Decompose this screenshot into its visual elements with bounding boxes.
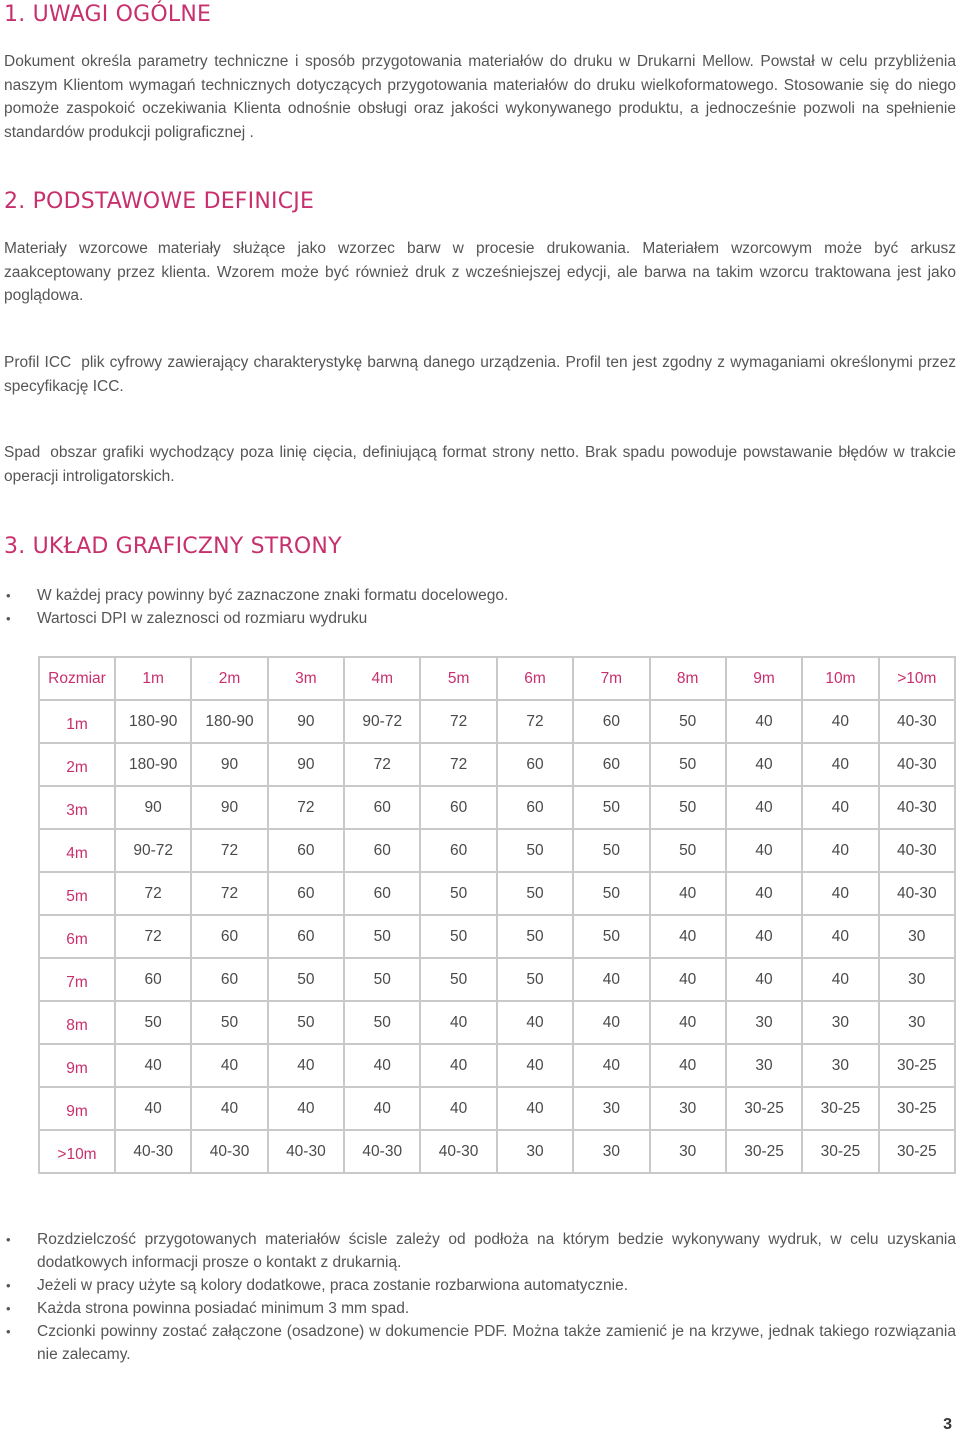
row-header: 1m <box>39 700 115 743</box>
table-cell: 40 <box>650 915 726 958</box>
table-cell: 40 <box>726 829 802 872</box>
table-cell: 50 <box>650 743 726 786</box>
table-cell: 60 <box>191 915 267 958</box>
column-header: 3m <box>268 657 344 700</box>
row-header: 9m <box>39 1044 115 1087</box>
table-cell: 60 <box>268 829 344 872</box>
list-item <box>4 1274 956 1297</box>
table-header-row <box>39 657 955 700</box>
table-cell: 40 <box>726 700 802 743</box>
table-cell: 40 <box>420 1044 496 1087</box>
table-cell: 50 <box>573 915 649 958</box>
table-cell: 90 <box>191 743 267 786</box>
table-cell: 50 <box>497 829 573 872</box>
table-cell: 60 <box>573 700 649 743</box>
table-cell: 50 <box>420 915 496 958</box>
table-cell: 30 <box>650 1087 726 1130</box>
table-cell: 60 <box>497 786 573 829</box>
definition-text: plik cyfrowy zawierający charakterystykę barwną danego urządzenia. Profil ten jest zgodny z wymaganiami określonymi przez specyfikację ICC. <box>4 354 956 395</box>
table-row <box>39 872 955 915</box>
definition-materialy-wzorcowe <box>4 237 956 308</box>
table-cell: 40 <box>802 872 878 915</box>
table-cell: 50 <box>344 958 420 1001</box>
list-item-text: W każdej pracy powinny być zaznaczone znaki formatu docelowego. <box>37 587 509 604</box>
table-cell: 40 <box>268 1087 344 1130</box>
table-cell: 40-30 <box>879 872 955 915</box>
table-cell: 40-30 <box>420 1130 496 1173</box>
table-cell: 30 <box>573 1130 649 1173</box>
row-header: 2m <box>39 743 115 786</box>
table-cell: 30-25 <box>802 1087 878 1130</box>
requirements-list <box>4 584 956 630</box>
table-cell: 30 <box>879 958 955 1001</box>
table-cell: 72 <box>344 743 420 786</box>
table-row <box>39 786 955 829</box>
table-cell: 40 <box>726 872 802 915</box>
definition-term: Profil ICC <box>4 354 72 371</box>
table-cell: 40 <box>497 1001 573 1044</box>
table-cell: 72 <box>115 915 191 958</box>
list-item <box>4 1320 956 1366</box>
table-row <box>39 915 955 958</box>
bullet-icon: • <box>6 588 11 603</box>
table-cell: 90 <box>115 786 191 829</box>
dpi-table <box>38 656 956 1174</box>
table-cell: 30 <box>726 1044 802 1087</box>
table-cell: 30 <box>573 1087 649 1130</box>
table-cell: 40 <box>573 1001 649 1044</box>
list-item-text: Czcionki powinny zostać załączone (osadzone) w dokumencie PDF. Można także zamienić je na krzywe, jednak takiego rozwiązania nie zalecamy. <box>37 1323 956 1363</box>
table-cell: 180-90 <box>115 743 191 786</box>
table-cell: 180-90 <box>115 700 191 743</box>
table-cell: 60 <box>344 872 420 915</box>
table-cell: 60 <box>344 829 420 872</box>
definition-spad <box>4 441 956 488</box>
table-cell: 72 <box>191 829 267 872</box>
row-header: 4m <box>39 829 115 872</box>
table-cell: 40 <box>115 1044 191 1087</box>
table-cell: 40 <box>115 1087 191 1130</box>
list-item <box>4 1228 956 1274</box>
table-cell: 50 <box>420 958 496 1001</box>
table-cell: 40 <box>802 743 878 786</box>
table-cell: 50 <box>268 958 344 1001</box>
table-row <box>39 958 955 1001</box>
table-cell: 60 <box>268 915 344 958</box>
list-item-text: Wartosci DPI w zaleznosci od rozmiaru wydruku <box>37 610 368 627</box>
table-cell: 40 <box>573 1044 649 1087</box>
table-cell: 40 <box>802 700 878 743</box>
list-item-text: Każda strona powinna posiadać minimum 3 mm spad. <box>37 1300 410 1317</box>
table-cell: 72 <box>497 700 573 743</box>
table-cell: 72 <box>420 700 496 743</box>
column-header: 6m <box>497 657 573 700</box>
section-2-heading: 2. PODSTAWOWE DEFINICJE <box>4 189 315 214</box>
section-3-heading: 3. UKŁAD GRAFICZNY STRONY <box>4 534 342 559</box>
column-header: 4m <box>344 657 420 700</box>
table-cell: 40 <box>573 958 649 1001</box>
table-cell: 90-72 <box>115 829 191 872</box>
table-row <box>39 1044 955 1087</box>
column-header: 9m <box>726 657 802 700</box>
table-cell: 40-30 <box>344 1130 420 1173</box>
table-cell: 40 <box>802 915 878 958</box>
table-cell: 30 <box>879 1001 955 1044</box>
table-cell: 30-25 <box>802 1130 878 1173</box>
column-header: 2m <box>191 657 267 700</box>
table-row <box>39 743 955 786</box>
column-header: 5m <box>420 657 496 700</box>
table-cell: 40 <box>191 1044 267 1087</box>
row-header: >10m <box>39 1130 115 1173</box>
table-cell: 30 <box>650 1130 726 1173</box>
table-cell: 40 <box>420 1087 496 1130</box>
bullet-icon: • <box>6 1301 11 1316</box>
table-cell: 30 <box>879 915 955 958</box>
row-header: 7m <box>39 958 115 1001</box>
column-header: 8m <box>650 657 726 700</box>
section-1-heading: 1. UWAGI OGÓLNE <box>4 2 212 27</box>
table-cell: 40 <box>802 786 878 829</box>
table-cell: 60 <box>573 743 649 786</box>
table-cell: 30-25 <box>879 1130 955 1173</box>
table-cell: 40 <box>497 1044 573 1087</box>
table-row <box>39 700 955 743</box>
notes-list <box>4 1228 956 1366</box>
section-1-paragraph: Dokument określa parametry techniczne i sposób przygotowania materiałów do druku w Drukarni Mellow. Powstał w celu przybliżenia naszym Klientom wymagań technicznych dotyczących przygotowania materiałów do druku wielkoformatowego. Stosowanie się do niego pomoże zaspokoić oczekiwania Klienta odnośnie obsługi oraz jakości wykonywanego produktu, a jednocześnie pozwoli na spełnienie standardów produkcji poligraficznej . <box>4 53 956 141</box>
definition-term: Spad <box>4 444 41 461</box>
table-cell: 40 <box>726 786 802 829</box>
table-cell: 90 <box>268 700 344 743</box>
row-header: 9m <box>39 1087 115 1130</box>
table-cell: 72 <box>191 872 267 915</box>
table-cell: 40 <box>802 958 878 1001</box>
table-cell: 50 <box>573 829 649 872</box>
table-cell: 50 <box>497 915 573 958</box>
table-cell: 50 <box>497 872 573 915</box>
table-row <box>39 1087 955 1130</box>
table-cell: 50 <box>268 1001 344 1044</box>
table-cell: 40-30 <box>879 743 955 786</box>
table-row <box>39 829 955 872</box>
table-cell: 40-30 <box>879 786 955 829</box>
table-cell: 30-25 <box>726 1130 802 1173</box>
row-header: 5m <box>39 872 115 915</box>
table-cell: 90 <box>268 743 344 786</box>
definition-term: Materiały wzorcowe <box>4 240 148 257</box>
table-cell: 40-30 <box>879 700 955 743</box>
table-cell: 50 <box>497 958 573 1001</box>
table-cell: 40 <box>344 1087 420 1130</box>
bullet-icon: • <box>6 611 11 626</box>
column-header: 1m <box>115 657 191 700</box>
bullet-icon: • <box>6 1278 11 1293</box>
table-cell: 30 <box>802 1044 878 1087</box>
list-item-text: Rozdzielczość przygotowanych materiałów ścisle zależy od podłoża na którym bedzie wykonywany wydruk, w celu uzyskania dodatkowych informacji prosze o kontakt z drukarnią. <box>37 1231 956 1271</box>
table-cell: 40-30 <box>268 1130 344 1173</box>
definition-profil-icc <box>4 351 956 398</box>
table-cell: 180-90 <box>191 700 267 743</box>
table-cell: 50 <box>344 1001 420 1044</box>
table-cell: 40 <box>650 958 726 1001</box>
table-cell: 40-30 <box>879 829 955 872</box>
table-corner-cell: Rozmiar <box>39 657 115 700</box>
definition-text: materiały służące jako wzorzec barw w procesie drukowania. Materiałem wzorcowym może być arkusz zaakceptowany przez klienta. Wzorem może być również druk z wcześniejszej edycji, ale barwa na takim wzorcu traktowana jest jako poglądowa. <box>4 240 956 304</box>
list-item-text: Jeżeli w pracy użyte są kolory dodatkowe, praca zostanie rozbarwiona automatycznie. <box>37 1277 629 1294</box>
table-cell: 40 <box>420 1001 496 1044</box>
column-header: >10m <box>879 657 955 700</box>
table-cell: 30-25 <box>879 1087 955 1130</box>
table-cell: 90 <box>191 786 267 829</box>
column-header: 7m <box>573 657 649 700</box>
table-cell: 50 <box>191 1001 267 1044</box>
table-cell: 50 <box>573 872 649 915</box>
table-cell: 60 <box>344 786 420 829</box>
table-row <box>39 1001 955 1044</box>
table-cell: 40 <box>726 958 802 1001</box>
table-cell: 50 <box>344 915 420 958</box>
page-number: 3 <box>943 1416 952 1433</box>
table-cell: 60 <box>268 872 344 915</box>
list-item <box>4 584 956 607</box>
table-cell: 40 <box>344 1044 420 1087</box>
table-cell: 40-30 <box>115 1130 191 1173</box>
table-cell: 40 <box>726 915 802 958</box>
row-header: 6m <box>39 915 115 958</box>
bullet-icon: • <box>6 1232 11 1247</box>
table-cell: 40 <box>268 1044 344 1087</box>
table-cell: 40 <box>191 1087 267 1130</box>
table-cell: 50 <box>115 1001 191 1044</box>
table-cell: 60 <box>497 743 573 786</box>
table-cell: 50 <box>573 786 649 829</box>
definition-text: obszar grafiki wychodzący poza linię cięcia, definiującą format strony netto. Brak spadu powoduje powstawanie błędów w trakcie operacji introligatorskich. <box>4 444 956 485</box>
table-cell: 50 <box>420 872 496 915</box>
row-header: 8m <box>39 1001 115 1044</box>
table-cell: 30 <box>497 1130 573 1173</box>
table-cell: 60 <box>420 786 496 829</box>
table-cell: 50 <box>650 829 726 872</box>
table-cell: 40 <box>497 1087 573 1130</box>
table-cell: 40 <box>650 872 726 915</box>
list-item <box>4 607 956 630</box>
table-cell: 50 <box>650 700 726 743</box>
table-cell: 72 <box>115 872 191 915</box>
table-cell: 72 <box>420 743 496 786</box>
table-cell: 40 <box>650 1001 726 1044</box>
table-cell: 90-72 <box>344 700 420 743</box>
table-cell: 72 <box>268 786 344 829</box>
list-item <box>4 1297 956 1320</box>
table-cell: 60 <box>420 829 496 872</box>
table-row <box>39 1130 955 1173</box>
table-cell: 40-30 <box>191 1130 267 1173</box>
table-cell: 30 <box>726 1001 802 1044</box>
table-cell: 50 <box>650 786 726 829</box>
table-cell: 40 <box>726 743 802 786</box>
column-header: 10m <box>802 657 878 700</box>
bullet-icon: • <box>6 1324 11 1339</box>
table-cell: 30-25 <box>726 1087 802 1130</box>
table-cell: 40 <box>650 1044 726 1087</box>
table-cell: 60 <box>191 958 267 1001</box>
table-cell: 60 <box>115 958 191 1001</box>
row-header: 3m <box>39 786 115 829</box>
table-cell: 40 <box>802 829 878 872</box>
table-cell: 30-25 <box>879 1044 955 1087</box>
table-cell: 30 <box>802 1001 878 1044</box>
